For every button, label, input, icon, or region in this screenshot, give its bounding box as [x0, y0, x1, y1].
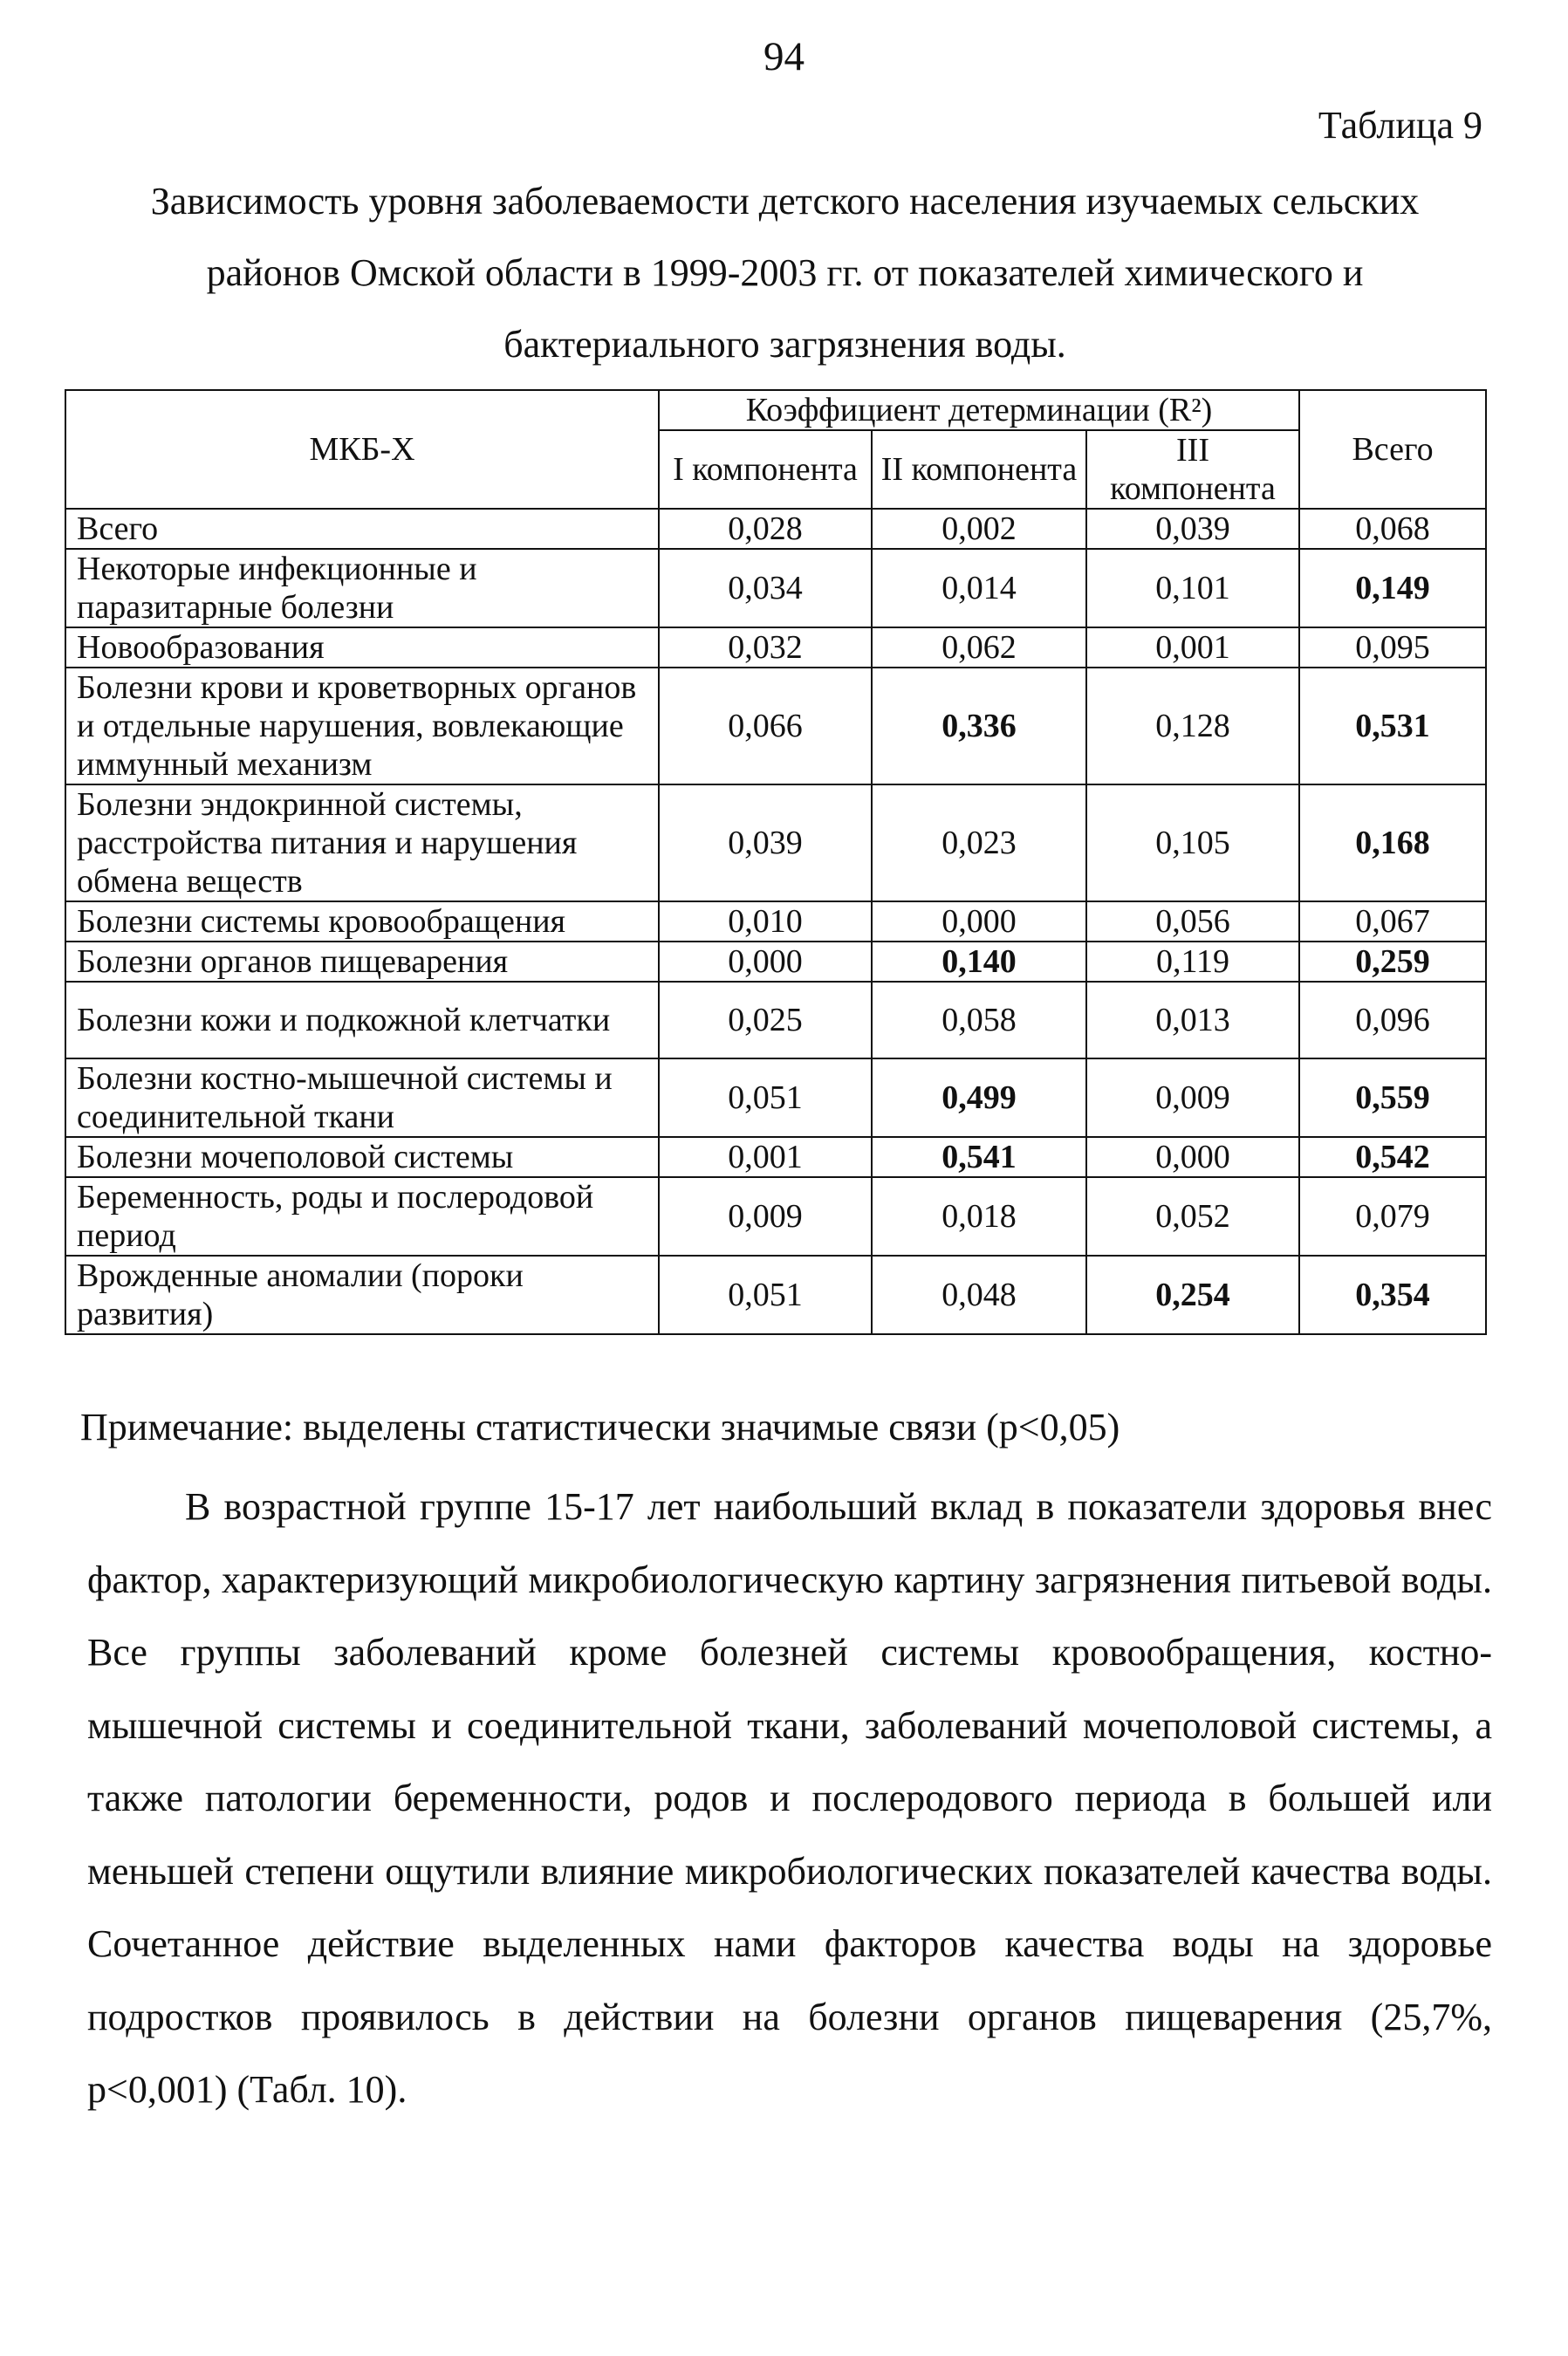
component-3-cell: 0,101 — [1086, 549, 1299, 627]
mkb-header: МКБ-Х — [65, 390, 659, 509]
table-row — [65, 668, 1486, 784]
component-3-cell: 0,009 — [1086, 1058, 1299, 1137]
component-2-cell: 0,002 — [872, 509, 1086, 549]
paragraph-text: В возрастной группе 15-17 лет наибольший вклад в показатели здоровья внес фактор, характеризующий микробиологическую картину загрязнения питьевой воды. Все группы заболеваний кроме болезней системы кровообращения, костно-мышечной системы и соединительной ткани, заболеваний мочеполовой системы, а также патологии беременности, родов и послеродового периода в большей или меньшей степени ощутили влияние микробиологических показателей качества воды. Сочетанное действие выделенных нами факторов качества воды на здоровье подростков проявилось в действии на болезни органов пищеварения (25,7%, p<0,001) (Табл. 10). — [87, 1485, 1492, 2111]
component-3-cell: 0,000 — [1086, 1137, 1299, 1177]
component-3-cell: 0,013 — [1086, 982, 1299, 1058]
component-1-cell: 0,028 — [659, 509, 872, 549]
comp2-header: II компонента — [872, 430, 1086, 509]
total-cell: 0,559 — [1299, 1058, 1486, 1137]
total-cell: 0,168 — [1299, 784, 1486, 901]
table-row — [65, 1137, 1486, 1177]
component-3-cell: 0,119 — [1086, 942, 1299, 982]
table-body — [65, 509, 1486, 1334]
component-2-cell: 0,336 — [872, 668, 1086, 784]
component-1-cell: 0,051 — [659, 1256, 872, 1334]
table-row — [65, 982, 1486, 1058]
component-1-cell: 0,051 — [659, 1058, 872, 1137]
table-row — [65, 901, 1486, 942]
table-row — [65, 509, 1486, 549]
disease-name-cell: Некоторые инфекционные и паразитарные болезни — [65, 549, 659, 627]
component-1-cell: 0,009 — [659, 1177, 872, 1256]
component-1-cell: 0,066 — [659, 668, 872, 784]
total-cell: 0,095 — [1299, 627, 1486, 668]
component-2-cell: 0,023 — [872, 784, 1086, 901]
table-note: Примечание: выделены статистически значимые связи (p<0,05) — [80, 1406, 1120, 1449]
disease-name-cell: Всего — [65, 509, 659, 549]
component-2-cell: 0,000 — [872, 901, 1086, 942]
disease-name-cell: Болезни эндокринной системы, расстройства питания и нарушения обмена веществ — [65, 784, 659, 901]
table-label: Таблица 9 — [1318, 104, 1482, 147]
determination-table — [65, 389, 1487, 1335]
disease-name-cell: Болезни крови и кроветворных органов и отдельные нарушения, вовлекающие иммунный механизм — [65, 668, 659, 784]
component-2-cell: 0,014 — [872, 549, 1086, 627]
disease-name-cell: Болезни органов пищеварения — [65, 942, 659, 982]
table-row — [65, 549, 1486, 627]
disease-name-cell: Беременность, роды и послеродовой период — [65, 1177, 659, 1256]
table-row — [65, 627, 1486, 668]
total-cell: 0,354 — [1299, 1256, 1486, 1334]
disease-name-cell: Болезни костно-мышечной системы и соединительной ткани — [65, 1058, 659, 1137]
component-1-cell: 0,000 — [659, 942, 872, 982]
component-2-cell: 0,140 — [872, 942, 1086, 982]
total-cell: 0,149 — [1299, 549, 1486, 627]
comp1-header: I компонента — [659, 430, 872, 509]
component-2-cell: 0,018 — [872, 1177, 1086, 1256]
component-2-cell: 0,541 — [872, 1137, 1086, 1177]
component-2-cell: 0,048 — [872, 1256, 1086, 1334]
component-1-cell: 0,025 — [659, 982, 872, 1058]
component-1-cell: 0,039 — [659, 784, 872, 901]
component-1-cell: 0,001 — [659, 1137, 872, 1177]
component-1-cell: 0,032 — [659, 627, 872, 668]
coef-header: Коэффициент детерминации (R²) — [659, 390, 1299, 430]
table-caption: Зависимость уровня заболеваемости детского населения изучаемых сельских районов Омской области в 1999-2003 гг. от показателей химического и бактериального загрязнения воды. — [150, 180, 1420, 366]
body-paragraph — [87, 1470, 1492, 2127]
table-row — [65, 1058, 1486, 1137]
component-1-cell: 0,010 — [659, 901, 872, 942]
component-3-cell: 0,039 — [1086, 509, 1299, 549]
table-row — [65, 1177, 1486, 1256]
total-cell: 0,068 — [1299, 509, 1486, 549]
page-number: 94 — [763, 34, 805, 79]
total-cell: 0,542 — [1299, 1137, 1486, 1177]
total-cell: 0,079 — [1299, 1177, 1486, 1256]
table-row — [65, 784, 1486, 901]
total-cell: 0,067 — [1299, 901, 1486, 942]
total-cell: 0,259 — [1299, 942, 1486, 982]
table-row — [65, 1256, 1486, 1334]
component-2-cell: 0,062 — [872, 627, 1086, 668]
component-3-cell: 0,128 — [1086, 668, 1299, 784]
component-3-cell: 0,001 — [1086, 627, 1299, 668]
disease-name-cell: Болезни мочеполовой системы — [65, 1137, 659, 1177]
total-cell: 0,096 — [1299, 982, 1486, 1058]
disease-name-cell: Болезни системы кровообращения — [65, 901, 659, 942]
component-3-cell: 0,056 — [1086, 901, 1299, 942]
component-2-cell: 0,499 — [872, 1058, 1086, 1137]
table-row — [65, 942, 1486, 982]
comp3-header: III компонента — [1086, 430, 1299, 509]
disease-name-cell: Болезни кожи и подкожной клетчатки — [65, 982, 659, 1058]
component-3-cell: 0,254 — [1086, 1256, 1299, 1334]
total-header: Всего — [1299, 390, 1486, 509]
component-2-cell: 0,058 — [872, 982, 1086, 1058]
total-cell: 0,531 — [1299, 668, 1486, 784]
component-3-cell: 0,105 — [1086, 784, 1299, 901]
component-3-cell: 0,052 — [1086, 1177, 1299, 1256]
component-1-cell: 0,034 — [659, 549, 872, 627]
disease-name-cell: Врожденные аномалии (пороки развития) — [65, 1256, 659, 1334]
disease-name-cell: Новообразования — [65, 627, 659, 668]
